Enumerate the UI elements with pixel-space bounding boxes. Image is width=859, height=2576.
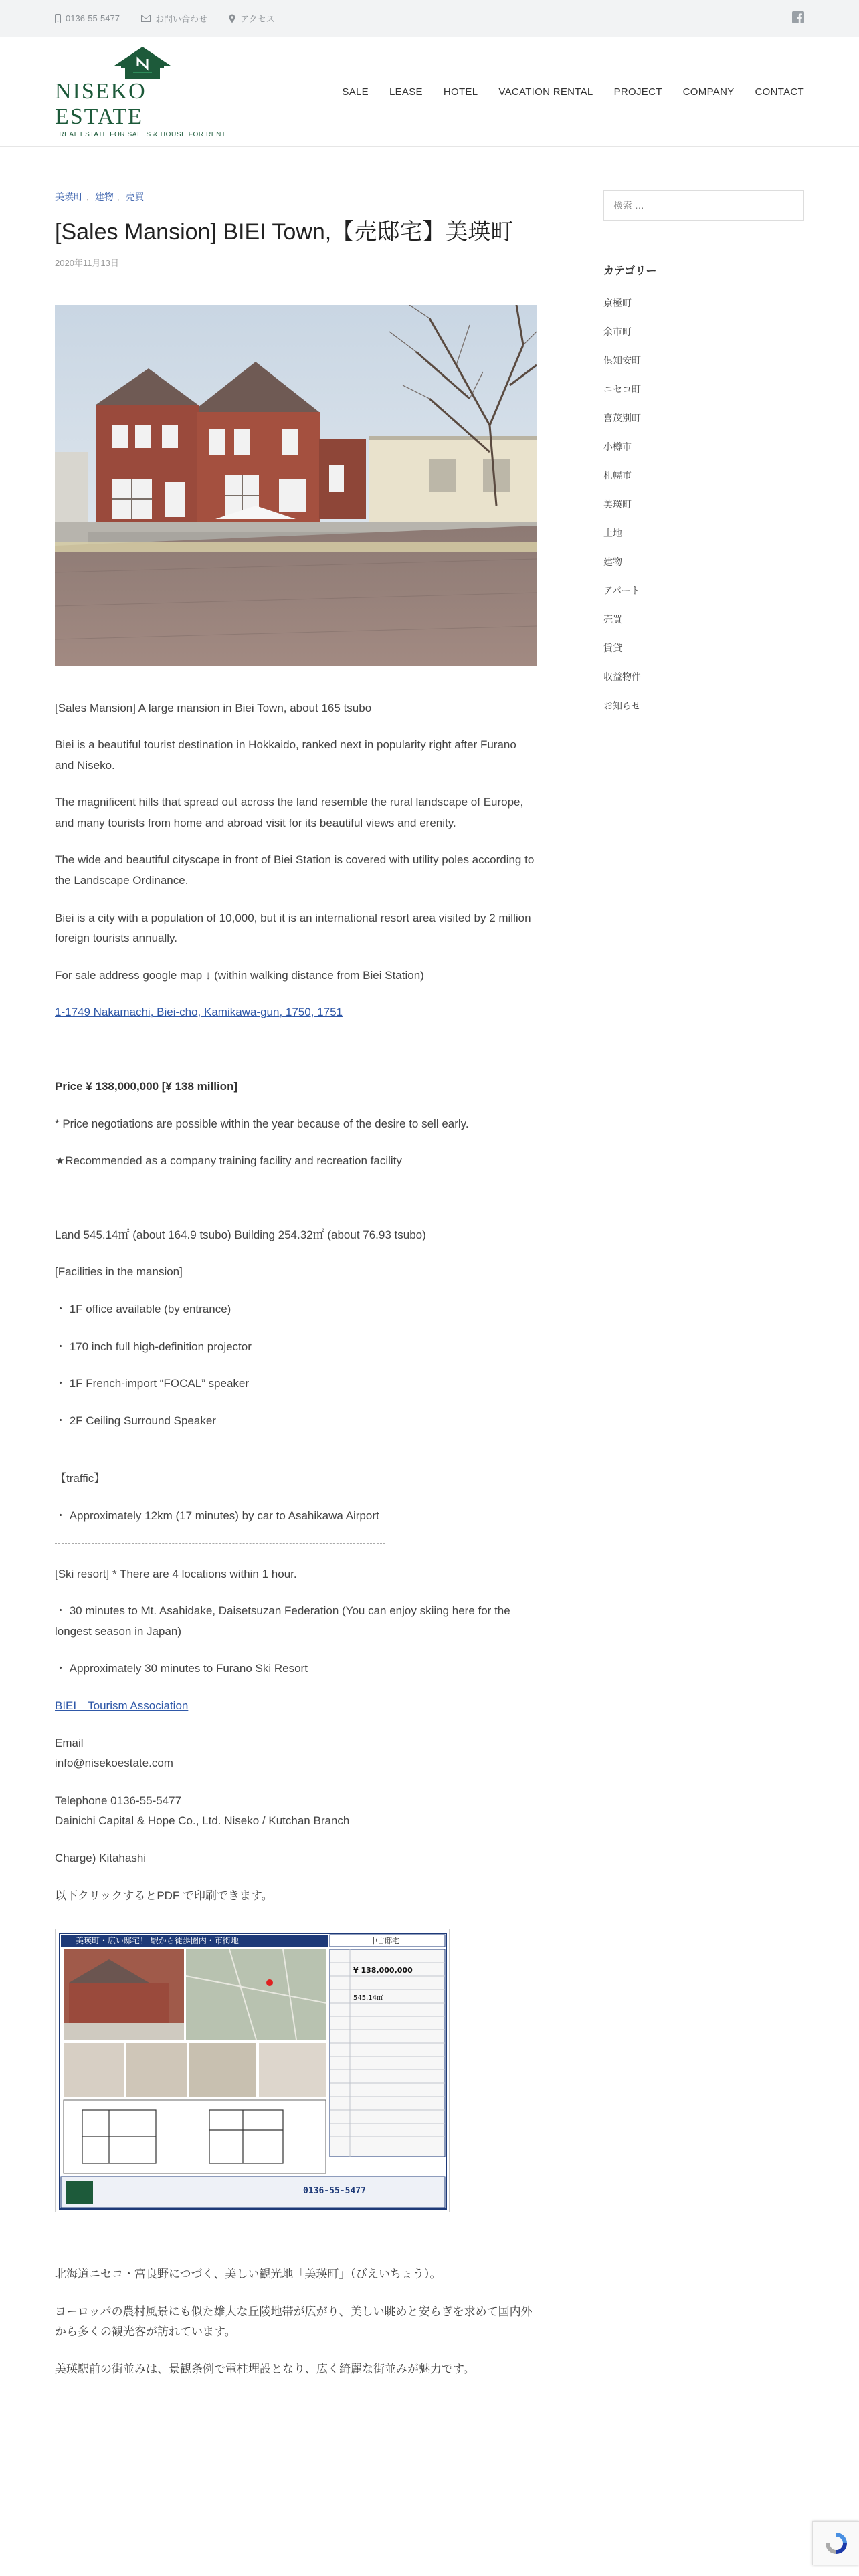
category-item[interactable]: 京極町	[603, 298, 632, 308]
nav-sale[interactable]: SALE	[342, 86, 369, 98]
category-item[interactable]: 建物	[603, 556, 622, 567]
nav-hotel[interactable]: HOTEL	[443, 86, 478, 98]
paragraph: [Ski resort] * There are 4 locations within 1 hour.	[55, 1567, 297, 1580]
telephone: Telephone 0136-55-5477	[55, 1794, 182, 1807]
site-header	[0, 37, 859, 147]
pdf-note: 以下クリックするとPDF で印刷できます。	[55, 1889, 273, 1902]
contact-link[interactable]	[141, 12, 207, 25]
paragraph: ★Recommended as a company training facility and recreation facility	[55, 1154, 402, 1168]
list-item: ・ 170 inch full high-definition projector	[55, 1339, 252, 1353]
paragraph: For sale address google map ↓ (within walking distance from Biei Station)	[55, 968, 424, 982]
nav-project[interactable]: PROJECT	[613, 86, 662, 98]
paragraph: ヨーロッパの農村風景にも似た雄大な丘陵地帯が広がり、美しい眺めと安らぎを求めて国内外から多くの観光客が訪れています。	[55, 2304, 533, 2339]
category-item[interactable]: 小樽市	[603, 441, 632, 452]
category-item[interactable]: 土地	[603, 528, 622, 538]
facebook-icon	[792, 11, 804, 23]
page-title: [Sales Mansion] BIEI Town,【売邸宅】美瑛町	[55, 219, 514, 245]
list-item: ・ 2F Ceiling Surround Speaker	[55, 1414, 216, 1427]
category-item[interactable]: 余市町	[603, 326, 632, 337]
main-nav	[321, 86, 804, 98]
category-heading: カテゴリー	[603, 265, 657, 277]
category-item[interactable]: 収益物件	[603, 671, 641, 682]
price-text: Price ¥ 138,000,000 [¥ 138 million]	[55, 1080, 238, 1093]
category-item[interactable]: 倶知安町	[603, 355, 641, 366]
category-item[interactable]: 札幌市	[603, 470, 632, 481]
paragraph: 美瑛駅前の街並みは、景観条例で電柱埋設となり、広く綺麗な街並みが魅力です。	[55, 2362, 475, 2375]
breadcrumb: 美瑛町 , 建物 , 売買	[55, 191, 145, 202]
logo-tagline: REAL ESTATE FOR SALES & HOUSE FOR RENT	[59, 131, 226, 138]
flyer-land: 545.14㎡	[353, 1994, 383, 2002]
recaptcha-badge[interactable]	[812, 2521, 859, 2565]
sidebar	[603, 190, 804, 728]
access-link[interactable]	[229, 12, 275, 25]
top-bar	[0, 0, 859, 37]
list-item: ・ Approximately 30 minutes to Furano Ski Resort	[55, 1662, 308, 1675]
email-label: Email	[55, 1736, 84, 1749]
phone-number: 0136-55-5477	[66, 13, 120, 23]
category-item[interactable]: ニセコ町	[603, 384, 641, 395]
flyer-type: 中古邸宅	[370, 1937, 399, 1946]
paragraph: Charge) Kitahashi	[55, 1851, 147, 1864]
category-item[interactable]: お知らせ	[603, 700, 641, 711]
address-map-link[interactable]: 1-1749 Nakamachi, Biei-cho, Kamikawa-gun, 1750, 1751	[55, 1006, 343, 1019]
paragraph: 北海道ニセコ・富良野につづく、美しい観光地「美瑛町」（びえいちょう）。	[55, 2268, 442, 2281]
post-body	[55, 698, 537, 2380]
phone-item[interactable]	[55, 13, 120, 23]
pdf-flyer-image[interactable]	[55, 1929, 450, 2212]
list-item: ・ Approximately 12km (17 minutes) by car to Asahikawa Airport	[55, 1509, 379, 1522]
house-photo	[55, 305, 537, 666]
access-label: アクセス	[240, 14, 275, 24]
category-item[interactable]: アパート	[603, 585, 640, 596]
divider	[55, 1543, 385, 1544]
nav-company[interactable]: COMPANY	[682, 86, 735, 98]
email-address[interactable]: info@nisekoestate.com	[55, 1757, 173, 1770]
category-item[interactable]: 売買	[603, 614, 622, 625]
logo-emblem-icon	[110, 45, 175, 80]
search-input[interactable]	[603, 190, 804, 221]
crumb-building[interactable]: 建物	[94, 191, 114, 202]
category-list	[603, 296, 804, 728]
paragraph: Land 545.14㎡ (about 164.9 tsubo) Building 254.32㎡ (about 76.93 tsubo)	[55, 1228, 426, 1241]
list-item: ・ 1F French-import “FOCAL” speaker	[55, 1377, 250, 1390]
paragraph: 【traffic】	[55, 1472, 106, 1485]
list-item: ・ 30 minutes to Mt. Asahidake, Daisetsuzan Federation (You can enjoy skiing here for the longest season in Japan)	[55, 1604, 510, 1638]
list-item: ・ 1F office available (by entrance)	[55, 1303, 231, 1315]
logo-name: NISEKO ESTATE	[55, 79, 147, 129]
paragraph: Biei is a beautiful tourist destination in Hokkaido, ranked next in popularity right after Furano and Niseko.	[55, 738, 516, 772]
envelope-icon	[141, 15, 151, 22]
crumb-biei[interactable]: 美瑛町	[55, 191, 83, 202]
nav-contact[interactable]: CONTACT	[755, 86, 804, 98]
paragraph: The wide and beautiful cityscape in front of Biei Station is covered with utility poles according to the Landscape Ordinance.	[55, 853, 535, 887]
phone-icon	[55, 14, 61, 23]
flyer-price: ¥ 138,000,000	[353, 1966, 413, 1975]
paragraph: Biei is a city with a population of 10,000, but it is an international resort area visited by 2 million foreign tourists annually.	[55, 911, 531, 945]
post-date: 2020年11月13日	[55, 257, 119, 268]
paragraph: [Sales Mansion] A large mansion in Biei Town, about 165 tsubo	[55, 701, 372, 714]
flyer-tel: 0136-55-5477	[303, 2186, 366, 2197]
map-pin-icon	[229, 14, 235, 23]
flyer-headline: 美瑛町・広い邸宅！ 駅から徒歩圏内・市街地	[76, 1936, 239, 1946]
paragraph: [Facilities in the mansion]	[55, 1265, 183, 1279]
crumb-sale[interactable]: 売買	[125, 191, 145, 202]
contact-label: お問い合わせ	[155, 14, 207, 24]
site-logo[interactable]	[55, 45, 230, 138]
category-item[interactable]: 美瑛町	[603, 499, 632, 510]
paragraph: The magnificent hills that spread out across the land resemble the rural landscape of Europe, and many tourists from home and abroad visit for its beautiful views and erenity.	[55, 796, 524, 829]
company-name: Dainichi Capital & Hope Co., Ltd. Niseko / Kutchan Branch	[55, 1814, 350, 1828]
tourism-association-link[interactable]: BIEI Tourism Association	[55, 1699, 189, 1712]
main-content	[55, 190, 537, 2396]
facebook-link[interactable]	[792, 11, 804, 25]
category-item[interactable]: 喜茂別町	[603, 413, 641, 423]
category-item[interactable]: 賃貸	[603, 643, 622, 653]
paragraph: * Price negotiations are possible within the year because of the desire to sell early.	[55, 1117, 469, 1130]
nav-lease[interactable]: LEASE	[389, 86, 423, 98]
recaptcha-icon	[823, 2530, 850, 2557]
nav-vacation-rental[interactable]: VACATION RENTAL	[498, 86, 593, 98]
